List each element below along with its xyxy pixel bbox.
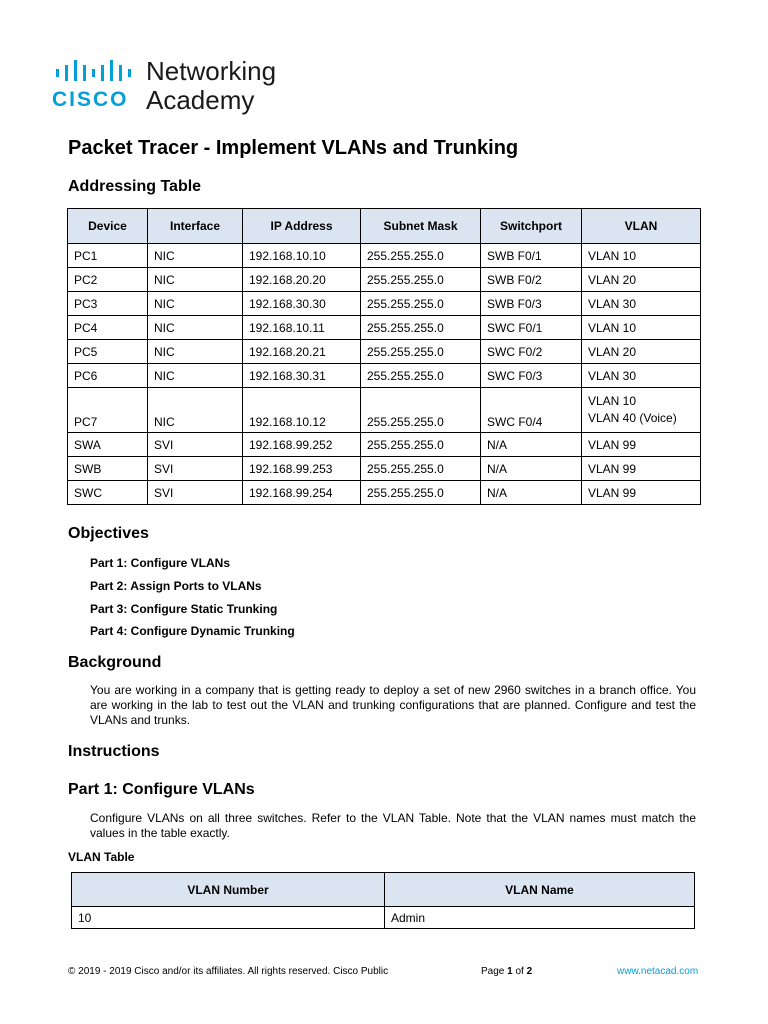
cell-subnet-mask: 255.255.255.0 [361, 481, 481, 505]
cell-vlan: VLAN 10 [582, 316, 701, 340]
cell-subnet-mask: 255.255.255.0 [361, 388, 481, 433]
cell-device: PC1 [68, 244, 148, 268]
addressing-table-header-row [68, 209, 701, 244]
cell-device: SWC [68, 481, 148, 505]
col-header-vlan-number: VLAN Number [72, 873, 385, 907]
objective-item: Part 2: Assign Ports to VLANs [90, 579, 262, 593]
background-paragraph: You are working in a company that is getting ready to deploy a set of new 2960 switches in a branch office. You are working in the lab to test out the VLAN and trunking configurations that are planned. Configure and test the VLANs and trunks. [90, 683, 696, 727]
col-header-vlan: VLAN [582, 209, 701, 244]
cell-ip-address: 192.168.10.12 [243, 388, 361, 433]
page-of-label: of [515, 966, 524, 977]
cisco-networking-academy-logo [52, 58, 312, 116]
table-row [68, 433, 701, 457]
cell-vlan: VLAN 10 [582, 244, 701, 268]
cell-subnet-mask: 255.255.255.0 [361, 292, 481, 316]
table-row [68, 364, 701, 388]
cell-vlan: VLAN 99 [582, 481, 701, 505]
cell-ip-address: 192.168.99.253 [243, 457, 361, 481]
cell-vlan: VLAN 99 [582, 433, 701, 457]
cell-ip-address: 192.168.99.252 [243, 433, 361, 457]
part1-paragraph: Configure VLANs on all three switches. Refer to the VLAN Table. Note that the VLAN names must match the values in the table exactly. [90, 811, 696, 840]
cell-interface: NIC [148, 364, 243, 388]
cell-interface: NIC [148, 244, 243, 268]
background-heading: Background [68, 654, 162, 671]
instructions-heading: Instructions [68, 743, 160, 760]
cell-device: PC7 [68, 388, 148, 433]
cell-vlan-data: VLAN 10 [588, 394, 637, 408]
cell-device: PC4 [68, 316, 148, 340]
cell-subnet-mask: 255.255.255.0 [361, 457, 481, 481]
cell-switchport: SWC F0/4 [481, 388, 582, 433]
table-row [68, 316, 701, 340]
cell-switchport: N/A [481, 457, 582, 481]
cell-switchport: SWC F0/1 [481, 316, 582, 340]
cell-switchport: SWC F0/3 [481, 364, 582, 388]
cell-vlan-name: Admin [385, 907, 695, 929]
logo-academy-text: Academy [146, 85, 255, 115]
logo-networking-text: Networking [146, 56, 277, 86]
page-total: 2 [526, 966, 533, 977]
cell-device: PC3 [68, 292, 148, 316]
cell-vlan: VLAN 30 [582, 364, 701, 388]
footer-page-number [481, 966, 532, 977]
cell-subnet-mask: 255.255.255.0 [361, 316, 481, 340]
cell-interface: NIC [148, 268, 243, 292]
cisco-bars-icon [54, 60, 146, 82]
col-header-device: Device [68, 209, 148, 244]
vlan-table-label: VLAN Table [68, 850, 135, 864]
vlan-table [71, 872, 695, 929]
cell-switchport: SWC F0/2 [481, 340, 582, 364]
part1-heading: Part 1: Configure VLANs [68, 781, 255, 798]
col-header-interface: Interface [148, 209, 243, 244]
col-header-vlan-name: VLAN Name [385, 873, 695, 907]
table-row [72, 907, 695, 929]
cell-vlan: VLAN 30 [582, 292, 701, 316]
cell-subnet-mask: 255.255.255.0 [361, 433, 481, 457]
cell-vlan: VLAN 99 [582, 457, 701, 481]
cell-interface: NIC [148, 388, 243, 433]
footer-copyright: © 2019 - 2019 Cisco and/or its affiliates. All rights reserved. Cisco Public [68, 966, 389, 977]
col-header-switchport: Switchport [481, 209, 582, 244]
cell-ip-address: 192.168.10.10 [243, 244, 361, 268]
cell-subnet-mask: 255.255.255.0 [361, 268, 481, 292]
cell-vlan [582, 388, 701, 433]
cisco-wordmark: CISCO [52, 88, 129, 111]
table-row [68, 481, 701, 505]
cell-device: PC2 [68, 268, 148, 292]
addressing-table [67, 208, 701, 505]
cell-vlan: VLAN 20 [582, 268, 701, 292]
cell-vlan: VLAN 20 [582, 340, 701, 364]
cell-interface: NIC [148, 316, 243, 340]
cell-ip-address: 192.168.20.20 [243, 268, 361, 292]
table-row [68, 268, 701, 292]
cell-switchport: SWB F0/3 [481, 292, 582, 316]
cell-subnet-mask: 255.255.255.0 [361, 244, 481, 268]
cell-vlan-number: 10 [72, 907, 385, 929]
cell-ip-address: 192.168.10.11 [243, 316, 361, 340]
col-header-subnet-mask: Subnet Mask [361, 209, 481, 244]
cell-device: SWB [68, 457, 148, 481]
cell-vlan-voice: VLAN 40 (Voice) [588, 411, 677, 425]
cell-switchport: N/A [481, 481, 582, 505]
cell-switchport: SWB F0/2 [481, 268, 582, 292]
table-row [68, 244, 701, 268]
cell-interface: NIC [148, 340, 243, 364]
cell-ip-address: 192.168.20.21 [243, 340, 361, 364]
cell-interface: NIC [148, 292, 243, 316]
cell-switchport: N/A [481, 433, 582, 457]
table-row [68, 340, 701, 364]
col-header-ip-address: IP Address [243, 209, 361, 244]
objective-item: Part 3: Configure Static Trunking [90, 602, 278, 616]
objective-item: Part 4: Configure Dynamic Trunking [90, 624, 295, 638]
page-current: 1 [507, 966, 513, 977]
addressing-table-heading: Addressing Table [68, 178, 202, 195]
page-title: Packet Tracer - Implement VLANs and Trunking [68, 137, 519, 159]
objective-item: Part 1: Configure VLANs [90, 556, 231, 570]
table-row [68, 292, 701, 316]
table-row [68, 388, 701, 433]
cell-device: SWA [68, 433, 148, 457]
cell-ip-address: 192.168.99.254 [243, 481, 361, 505]
cell-switchport: SWB F0/1 [481, 244, 582, 268]
cell-ip-address: 192.168.30.31 [243, 364, 361, 388]
objectives-heading: Objectives [68, 525, 149, 542]
cell-interface: SVI [148, 481, 243, 505]
vlan-table-header-row [72, 873, 695, 907]
cell-interface: SVI [148, 433, 243, 457]
netacad-link[interactable]: www.netacad.com [617, 966, 699, 977]
table-row [68, 457, 701, 481]
cell-subnet-mask: 255.255.255.0 [361, 340, 481, 364]
cell-device: PC6 [68, 364, 148, 388]
cell-interface: SVI [148, 457, 243, 481]
cell-ip-address: 192.168.30.30 [243, 292, 361, 316]
cell-device: PC5 [68, 340, 148, 364]
page-label: Page [481, 966, 505, 977]
cell-subnet-mask: 255.255.255.0 [361, 364, 481, 388]
